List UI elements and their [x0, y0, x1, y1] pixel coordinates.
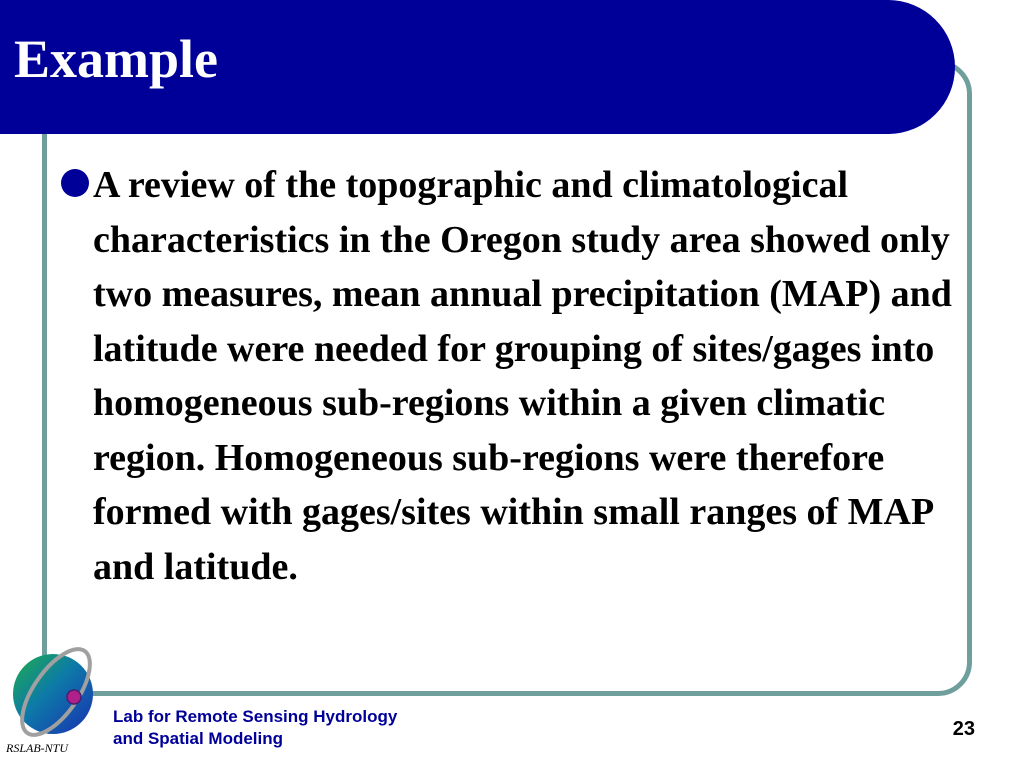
logo-caption: RSLAB-NTU: [6, 741, 69, 755]
bullet-item: [58, 158, 958, 594]
lab-name-line-2: and Spatial Modeling: [113, 729, 284, 748]
title-bar: [0, 0, 955, 134]
bullet-text: A review of the topographic and climatological characteristics in the Oregon study area showed only two measures, mean annual precipitation (MAP) and latitude were needed for grouping of sites/gages into homogeneous sub-regions within a given climatic region. Homogeneous sub-regions were therefore formed with gages/sites within small ranges of MAP and latitude.: [93, 164, 952, 588]
slide-title: Example: [14, 29, 219, 89]
lab-name: [113, 706, 397, 750]
lab-name-line-1: Lab for Remote Sensing Hydrology: [113, 707, 398, 726]
page-number: 23: [952, 718, 975, 740]
globe-orbit-icon: [8, 640, 104, 744]
bullet-dot-icon: [61, 169, 89, 197]
